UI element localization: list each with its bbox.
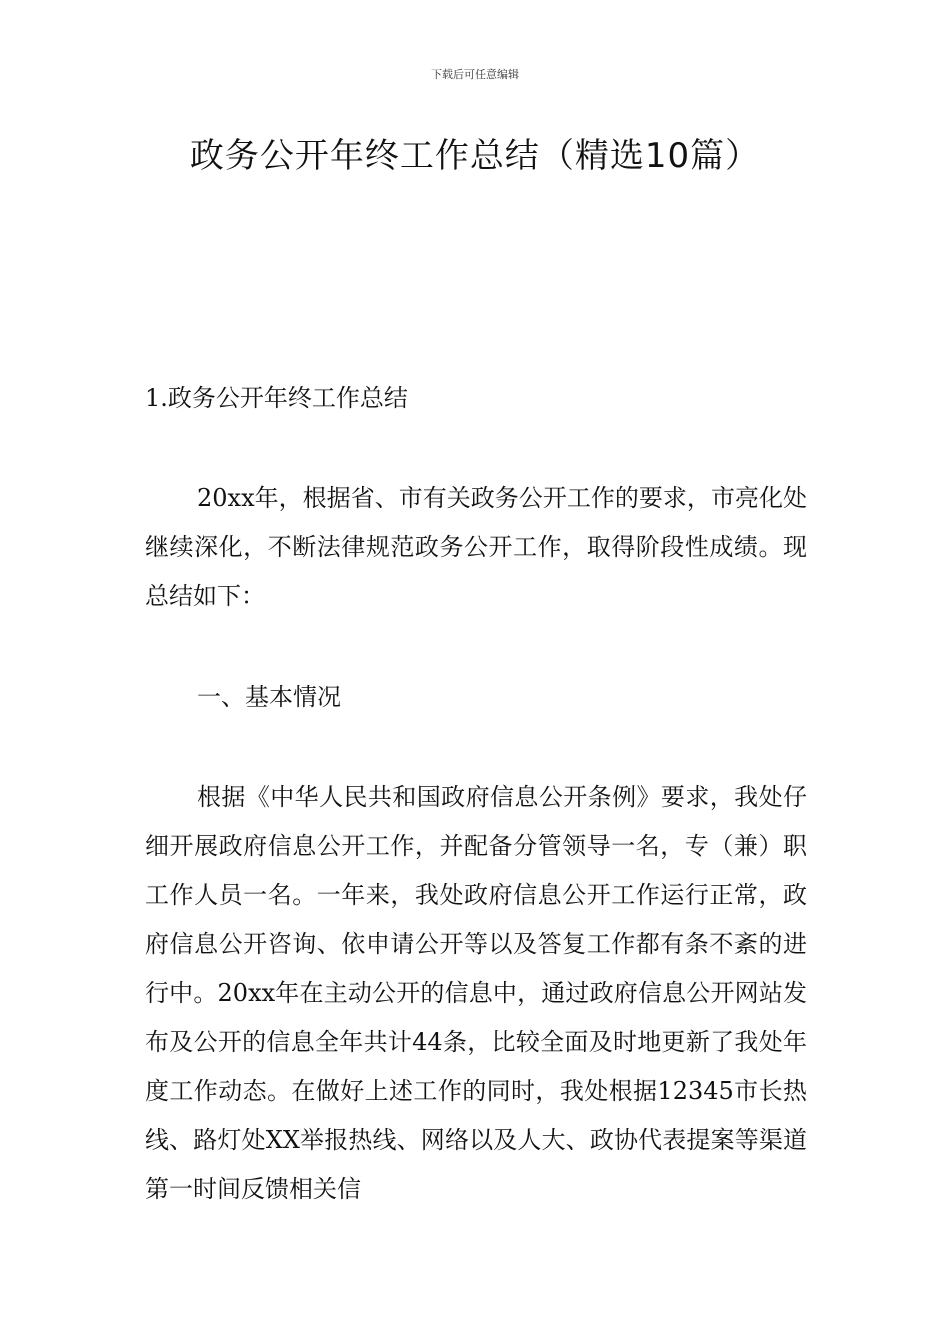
header-note: 下载后可任意编辑 bbox=[431, 68, 519, 81]
document-title: 政务公开年终工作总结（精选10篇） bbox=[189, 136, 761, 176]
intro-paragraph: 20xx年，根据省、市有关政务公开工作的要求，市亮化处继续深化，不断法律规范政务公开工作，取得阶段性成绩。现总结如下： bbox=[145, 484, 807, 610]
sub-heading-basic-situation: 一、基本情况 bbox=[197, 683, 341, 711]
basic-situation-paragraph: 根据《中华人民共和国政府信息公开条例》要求，我处仔细开展政府信息公开工作，并配备分管领导一名，专（兼）职工作人员一名。一年来，我处政府信息公开工作运行正常，政府信息公开咨询、依申请公开等以及答复工作都有条不紊的进行中。20xx年在主动公开的信息中，通过政府信息公开网站发布及公开的信息全年共计44条，比较全面及时地更新了我处年度工作动态。在做好上述工作的同时，我处根据12345市长热线、路灯处XX举报热线、网络以及人大、政协代表提案等渠道第一时间反馈相关信 bbox=[145, 783, 807, 1203]
section-title: 1.政务公开年终工作总结 bbox=[145, 384, 408, 412]
